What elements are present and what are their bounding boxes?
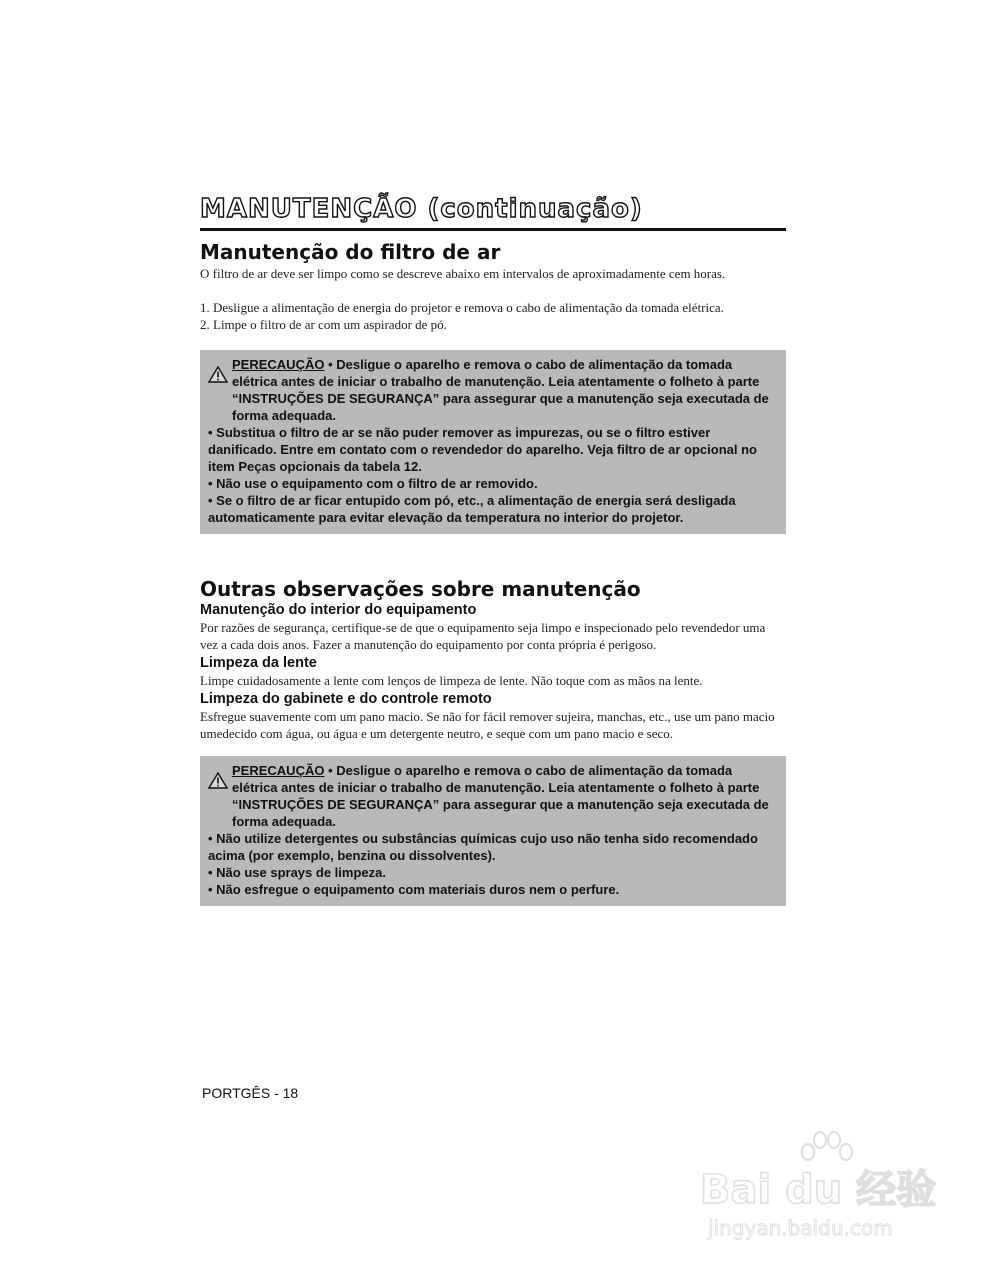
page-title: MANUTENÇÃO (continuação) xyxy=(200,194,643,224)
caution-box-filter xyxy=(200,350,786,534)
step-2: 2. Limpe o filtro de ar com um aspirador de pó. xyxy=(200,317,447,332)
page-number: PORTGÊS - 18 xyxy=(202,1085,299,1101)
caution-bullet: • Não use o equipamento com o filtro de ar removido. xyxy=(208,476,538,491)
watermark xyxy=(700,1130,940,1250)
caution-bullet: • Não utilize detergentes ou substâncias químicas cujo uso não tenha sido recomendado acima (por exemplo, benzina ou dissolventes). xyxy=(208,831,758,863)
watermark-url: jingyan.baidu.com xyxy=(708,1216,893,1240)
filter-section-heading: Manutenção do filtro de ar xyxy=(200,240,501,264)
subsection-text-cabinet: Esfregue suavemente com um pano macio. Se não for fácil remover sujeira, manchas, etc., use um pano macio umedecido com água, ou água e um detergente neutro, e seque com um pano macio e seco. xyxy=(200,709,775,741)
caution-bullet: • Não use sprays de limpeza. xyxy=(208,865,386,880)
subsection-text-lens: Limpe cuidadosamente a lente com lenços de limpeza de lente. Não toque com as mãos na lente. xyxy=(200,673,703,688)
filter-steps xyxy=(200,299,786,333)
caution-lead-text: • Desligue o aparelho e remova o cabo de alimentação da tomada elétrica antes de iniciar o trabalho de manutenção. Leia atentamente o folheto à parte “INSTRUÇÕES DE SEGURANÇA” para assegurar que a manutenção seja executada de forma adequada. xyxy=(232,357,769,423)
watermark-brand: Bai du 经验 xyxy=(700,1167,937,1213)
title-rule xyxy=(200,228,786,231)
caution-head xyxy=(208,356,778,424)
caution-bullet: • Substitua o filtro de ar se não puder remover as impurezas, ou se o filtro estiver danificado. Entre em contato com o revendedor do aparelho. Veja filtro de ar opcional no item Peças opcionais da tabela 12. xyxy=(208,425,757,474)
caution-bullet: • Se o filtro de ar ficar entupido com pó, etc., a alimentação de energia será desligada automaticamente para evitar elevação da temperatura no interior do projetor. xyxy=(208,493,736,525)
caution-lead-paragraph xyxy=(232,762,778,830)
caution-label: PERECAUÇÃO xyxy=(232,357,325,372)
caution-lead-paragraph xyxy=(232,356,778,424)
page-content xyxy=(200,192,786,906)
step-1: 1. Desligue a alimentação de energia do projetor e remova o cabo de alimentação da tomada elétrica. xyxy=(200,300,724,315)
caution-head xyxy=(208,762,778,830)
subsection-title-interior: Manutenção do interior do equipamento xyxy=(200,602,477,618)
caution-box-cleaning xyxy=(200,756,786,906)
caution-lead-text: • Desligue o aparelho e remova o cabo de alimentação da tomada elétrica antes de iniciar o trabalho de manutenção. Leia atentamente o folheto à parte “INSTRUÇÕES DE SEGURANÇA” para assegurar que a manutenção seja executada de forma adequada. xyxy=(232,763,769,829)
subsection-title-cabinet: Limpeza do gabinete e do controle remoto xyxy=(200,691,492,707)
other-section-heading: Outras observações sobre manutenção xyxy=(200,577,641,601)
caution-bullet: • Não esfregue o equipamento com materiais duros nem o perfure. xyxy=(208,882,620,897)
warning-triangle-icon xyxy=(208,356,232,424)
warning-triangle-icon xyxy=(208,762,232,830)
filter-intro: O filtro de ar deve ser limpo como se descreve abaixo em intervalos de aproximadamente cem horas. xyxy=(200,266,726,281)
subsection-text-interior: Por razões de segurança, certifique-se de que o equipamento seja limpo e inspecionado pelo revendedor uma vez a cada dois anos. Fazer a manutenção do equipamento por conta própria é perigoso. xyxy=(200,620,766,652)
subsection-title-lens: Limpeza da lente xyxy=(200,655,317,671)
caution-label: PERECAUÇÃO xyxy=(232,763,325,778)
